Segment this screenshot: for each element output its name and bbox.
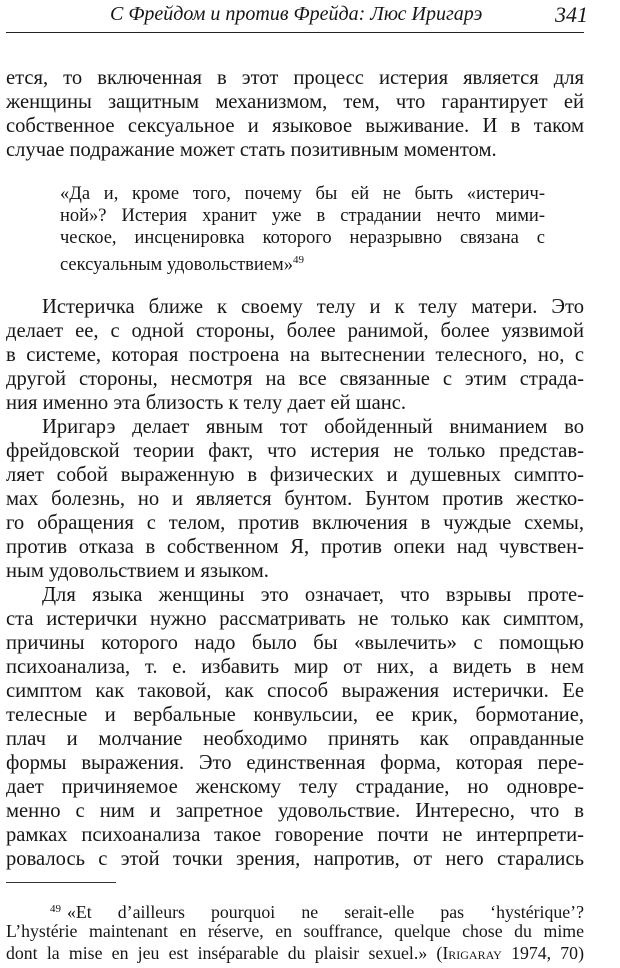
body-line: ровалось с этой точки зрения, напротив, от него старались <box>6 848 584 870</box>
body-line: Истеричка ближе к своему телу и к телу матери. Это <box>42 296 584 318</box>
header-rule <box>6 32 584 33</box>
body-line: случае подражание может стать позитивным моментом. <box>6 139 497 161</box>
page-header <box>0 0 620 36</box>
body-line: ста истерички нужно рассматривать не только как симптом, <box>6 608 584 630</box>
body-line: Для языка женщины это означает, что взрывы проте- <box>42 584 584 606</box>
quote-text: сексуальным удовольствием» <box>60 255 293 275</box>
body-line: в системе, которая построена на вытеснении телесного, но, с <box>6 344 584 366</box>
body-line: Иригарэ делает явным тот обойденный вниманием во <box>42 416 584 438</box>
footnote-year: 1974, 70) <box>501 943 584 963</box>
body-line: женщины защитным механизмом, тем, что гарантирует ей <box>6 91 584 113</box>
quote-line: ной»? Истерия хранит уже в страдании нечто мими- <box>60 206 545 226</box>
footnote-text: dont la mise en jeu est inséparable du plaisir sexuel.» ( <box>6 943 443 963</box>
body-line: делает ее, с одной стороны, более ранимой, более уязвимой <box>6 320 584 342</box>
quote-line: ческое, инсценировка которого неразрывно связана с <box>60 228 545 248</box>
body-line: ния именно эта близость к телу дает ей шанс. <box>6 392 407 414</box>
body-line: ляет собой выраженную в физических и душевных симпто- <box>6 464 584 486</box>
footnote-line: L’hystérie maintenant en réserve, en souffrance, quelque chose du mime <box>6 921 584 941</box>
body-line: симптом как таковой, как способ выражения истерички. Ее <box>6 680 584 702</box>
footnote-mark: 49 <box>50 903 61 915</box>
body-line: ется, то включенная в этот процесс истерия является для <box>6 67 584 89</box>
body-line: го обращения с телом, против включения в чуждые схемы, <box>6 512 584 534</box>
footnote-line <box>6 942 584 964</box>
body-line: ным удовольствием и языком. <box>6 560 269 582</box>
body-line: против отказа в собственном Я, против опеки над чувствен- <box>6 536 584 558</box>
quote-line-last <box>60 249 545 276</box>
body-line: телесные и вербальные конвульсии, ее крик, бормотание, <box>6 704 584 726</box>
running-head: С Фрейдом и против Фрейда: Люс Иригарэ <box>110 3 483 25</box>
footnote-rule <box>6 882 116 883</box>
body-line: дает причиняемое женскому телу страдание, но одновре- <box>6 776 584 798</box>
body-line: причины которого надо было бы «вылечить» с помощью <box>6 632 584 654</box>
page-number: 341 <box>555 2 588 27</box>
body-line: мах болезнь, но и является бунтом. Бунтом против жестко- <box>6 488 584 510</box>
footnote-text: «Et d’ailleurs pourquoi ne serait-elle pas ‘hystérique’? <box>67 902 584 922</box>
quote-line: «Да и, кроме того, почему бы ей не быть «истерич- <box>60 184 545 204</box>
footnote-reference: 49 <box>292 254 304 266</box>
body-line: другой стороны, несмотря на все связанные с этим страда- <box>6 368 584 390</box>
body-line: формы выражения. Это единственная форма, которая пере- <box>6 752 584 774</box>
body-line: психоанализа, т. е. избавить мир от них, а видеть в нем <box>6 656 584 678</box>
body-line: плач и молчание необходимо принять как оправданные <box>6 728 584 750</box>
body-line: фрейдовской теории факт, что истерия не только представ- <box>6 440 584 462</box>
body-line: менно с ним и запретное удовольствие. Интересно, что в <box>6 800 584 822</box>
body-line: рамках психоанализа такое говорение почти не интерпрети- <box>6 824 584 846</box>
footnote-author: Irigaray <box>442 943 502 963</box>
body-line: собственное сексуальное и языковое выживание. И в таком <box>6 115 584 137</box>
